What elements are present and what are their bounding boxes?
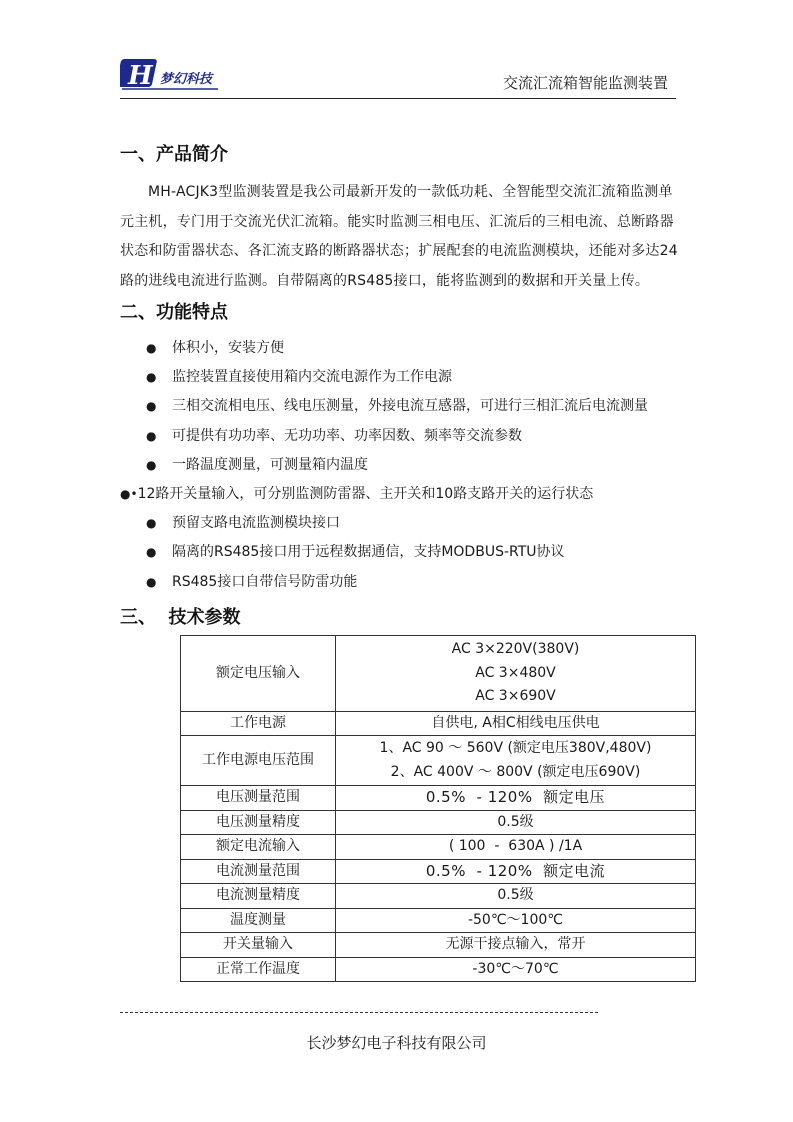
param-value-line: AC 3×220V(380V) <box>451 641 580 657</box>
table-row <box>181 933 696 958</box>
bullet-icon: ● <box>146 341 157 355</box>
param-label: 工作电源 <box>181 711 336 736</box>
feature-item <box>146 334 648 363</box>
param-value <box>336 636 696 712</box>
section-title-params: 三、 技术参数 <box>120 607 241 628</box>
param-value: -30℃～70℃ <box>336 957 696 982</box>
page-header <box>120 50 676 99</box>
feature-text: 三相交流相电压、线电压测量，外接电流互感器，可进行三相汇流后电流测量 <box>172 398 648 415</box>
param-label: 电压测量范围 <box>181 786 336 811</box>
table-row <box>181 908 696 933</box>
table-row <box>181 884 696 909</box>
feature-item <box>146 451 648 480</box>
param-value: ( 100 - 630A ) /1A <box>336 835 696 860</box>
bullet-icon: ● <box>146 574 157 589</box>
bullet-icon: ● <box>146 428 157 443</box>
param-label: 温度测量 <box>181 908 336 933</box>
feature-item <box>146 363 648 392</box>
param-value: 0.5% - 120% 额定电压 <box>336 786 696 811</box>
logo-letter: H <box>128 61 153 91</box>
table-row <box>181 711 696 736</box>
table-row <box>181 736 696 786</box>
param-label: 工作电源电压范围 <box>181 736 336 786</box>
table-row <box>181 636 696 712</box>
bullet-icon: ● <box>146 516 157 531</box>
table-row <box>181 786 696 811</box>
bullet-icon: ● <box>146 457 157 472</box>
param-value-line: AC 3×690V <box>475 688 556 704</box>
bullet-icon: ●• <box>120 486 138 501</box>
bullet-icon: ● <box>146 399 157 414</box>
param-value-line: AC 3×480V <box>475 664 556 681</box>
bullet-icon: ● <box>146 545 157 560</box>
feature-item <box>146 509 648 538</box>
table-row <box>181 810 696 835</box>
table-row <box>181 859 696 884</box>
feature-text: RS485接口自带信号防雷功能 <box>172 573 358 590</box>
param-label: 电流测量范围 <box>181 859 336 884</box>
param-value-line: 1、AC 90 ～ 560V (额定电压380V,480V) <box>379 740 652 756</box>
param-label: 正常工作温度 <box>181 957 336 982</box>
param-value: 0.5级 <box>336 884 696 909</box>
param-label: 开关量输入 <box>181 933 336 958</box>
table-row <box>181 957 696 982</box>
param-value-line: 2、AC 400V ～ 800V (额定电压690V) <box>390 763 641 780</box>
param-value <box>336 736 696 786</box>
param-value: 0.5级 <box>336 810 696 835</box>
intro-paragraph: MH-ACJK3型监测装置是我公司最新开发的一款低功耗、全智能型交流汇流箱监测单元主机，专门用于交流光伏汇流箱。能实时监测三相电压、汇流后的三相电流、总断路器状态和防雷器状态、各汇流支路的断路器状态；扩展配套的电流监测模块，还能对多达24路的进线电流进行监测。自带隔离的RS485接口，能将监测到的数据和开关量上传。 <box>120 184 678 289</box>
param-value: 0.5% - 120% 额定电流 <box>336 859 696 884</box>
feature-list <box>120 334 648 597</box>
feature-text: 预留支路电流监测模块接口 <box>172 515 340 532</box>
feature-text: 可提供有功功率、无功功率、功率因数、频率等交流参数 <box>172 427 522 444</box>
bullet-icon: ● <box>146 370 157 385</box>
param-label: 额定电压输入 <box>181 636 336 712</box>
param-label: 额定电流输入 <box>181 835 336 860</box>
feature-text: 12路开关量输入，可分别监测防雷器、主开关和10路支路开关的运行状态 <box>137 485 594 502</box>
feature-text: 体积小，安装方便 <box>172 340 284 356</box>
feature-item <box>146 422 648 451</box>
section-title-features: 二、功能特点 <box>120 302 228 323</box>
feature-item <box>146 568 648 597</box>
footer-divider <box>120 1012 598 1013</box>
company-logo <box>120 56 220 92</box>
feature-item <box>120 480 648 509</box>
feature-text: 一路温度测量，可测量箱内温度 <box>172 456 368 473</box>
logo-text: 梦幻科技 <box>160 72 213 87</box>
footer-company: 长沙梦幻电子科技有限公司 <box>306 1034 487 1052</box>
param-label: 电流测量精度 <box>181 884 336 909</box>
feature-item <box>146 538 648 567</box>
table-row <box>181 835 696 860</box>
param-label: 电压测量精度 <box>181 810 336 835</box>
feature-text: 监控装置直接使用箱内交流电源作为工作电源 <box>172 369 452 386</box>
param-value: 无源干接点输入，常开 <box>336 933 696 958</box>
document-title: 交流汇流箱智能监测装置 <box>502 74 668 92</box>
param-value: -50℃～100℃ <box>336 908 696 933</box>
parameter-table <box>180 635 696 982</box>
feature-text: 隔离的RS485接口用于远程数据通信，支持MODBUS-RTU协议 <box>172 544 565 561</box>
param-value: 自供电, A相C相线电压供电 <box>336 711 696 736</box>
feature-item <box>146 392 648 421</box>
section-title-intro: 一、产品简介 <box>120 144 228 165</box>
